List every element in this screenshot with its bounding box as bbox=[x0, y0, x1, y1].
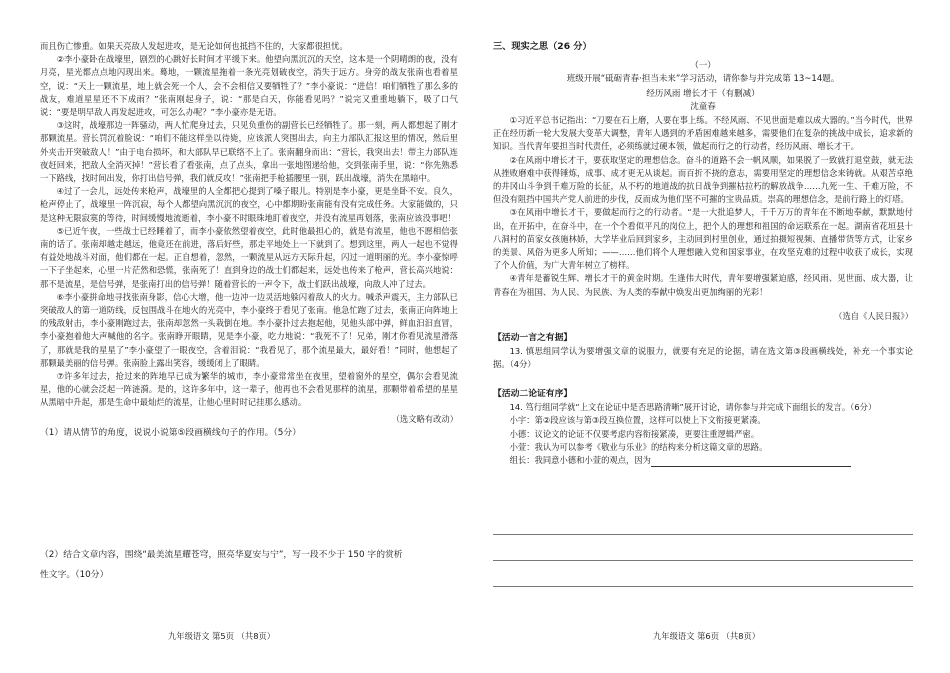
team-leader-statement: 组长：我同意小德和小萱的观点，因为 bbox=[509, 455, 651, 466]
article-title: 经历风雨 增长才干（有删减） bbox=[646, 89, 760, 99]
activity-1-heading: 【活动一言之有据】 bbox=[493, 332, 573, 343]
dialogue-line-4 bbox=[493, 454, 913, 467]
article-paragraph-3: ③在风雨中增长才干，要做起而行之的行动者。“是一大批追梦人，千千万万的青年在不断地奉献，默默地付出，在开拓中，在奋斗中，在一个个看似平凡的岗位上，把个人的理想和祖国的命运联系在一起。湖南省花垣县十八洞村的苗家女孩施林娇，大学毕业后回到家乡，主动回到村里创业，通过拍摄短视频、直播带货等方式，让家乡的美景、风俗为更多人所知；——……他们将个人理想融入党和国家事业，在攻坚克难的过程中收获了成长，实现了个人价值，为广大青年树立了榜样。 bbox=[493, 207, 913, 271]
activity-2-heading: 【活动二论证有序】 bbox=[493, 389, 573, 400]
answer-line-2[interactable] bbox=[493, 560, 913, 561]
question-2-line-2: 性文字。（10分） bbox=[40, 570, 109, 580]
question-14: 14. 笃行组同学就“上文在论证中是否思路清晰”展开讨论，请你参与并完成下面组长的发言。（6分） bbox=[509, 402, 877, 413]
part-number: （一） bbox=[690, 61, 716, 71]
answer-blank[interactable] bbox=[651, 466, 851, 467]
left-column bbox=[40, 40, 458, 440]
story-paragraph-4: ④过了一会儿，远处传来枪声，战壕里的人全都把心提到了嗓子眼儿。特别是李小豪，更是坐卧不安。良久，枪声停止了，战壕里一阵沉寂，每个人都望向黑沉沉的夜空，心中都期盼张南能有没有完成任务。大家能做的，只是这种无限寂寞的等待，时间缓慢地流逝着，李小豪不时眼珠地盯着夜空，并没有流星再划落，张南应该没事吧！ bbox=[40, 186, 458, 223]
dialogue-line-3: 小萱：我认为可以参考《敬业与乐业》的结构来分析这篇文章的思路。 bbox=[509, 441, 768, 452]
left-page-footer: 九年级语文 第5页 （共8页） bbox=[168, 631, 276, 641]
story-paragraph-5: ⑤已近午夜，一些战士已经睡着了，而李小豪依然望着夜空，此时他最担心的，就是有流星，他也不愿相信张南的话了。张南却越走越远，他竟还在前进，落后好些，那走平地处上一下就到了。想到这里，两人一起也不觉得有益处地战斗对面，他们都在一起。正自想着，忽然，一颗流星从远方天际升起，闪过一道明丽的光。李小豪惊呼一下子坐起来，心里一片茫然和恐慌，张南死了！直到身边的战士们都起来，远处也传来了枪声，营长高兴地说：那不是流星，是信号弹，是张南打出的信号弹！随着营长的一声令下，战士们跃出战壕，向敌人冲了过去。 bbox=[40, 225, 458, 289]
story-paragraph-7: ⑦许多年过去，抢过来的阵地早已成为繁华的城市，李小豪常常坐在夜里，望着窗外的星空，偶尔会看见流星，他的心就会泛起一阵涟漪。是的，这许多年中，这一辈子，他再也不会看见那样的流星，那颗带着希望的星星从黑暗中升起，那是生命中最灿烂的流星，让他心里时时记挂那么感动。 bbox=[40, 371, 458, 408]
story-paragraph-1: 而且伤亡惨重。如果天亮敌人发起进攻，是无论如何也抵挡不住的，大家都很担忧。 bbox=[40, 41, 348, 51]
story-source-note: （选文略有改动） bbox=[391, 413, 458, 424]
right-column bbox=[493, 40, 913, 467]
question-1: （1）请从情节的角度，说说小说第⑤段画横线句子的作用。（5分） bbox=[40, 427, 301, 438]
story-paragraph-2: ②李小豪卧在战壕里，剧烈的心跳好长时间才平缓下来。他望向黑沉沉的天空，这本是一个阴晴朗的夜，没有月亮，星光都点点地闪现出来。蓦地，一颗流星拖着一条光亮划破夜空，消失于远方。身旁的战友张南也看着星空，说：“天上一颗流星，地上就会死一个人，会不会相信又要牺牲了？”李小豪说：“进信！咱们牺牲了那么多的战友，难道星星还不下成雨？”张南刚起身子，说：“那是白天，你能看见吗？”说完又重重地躺下，吸了口气说：“要是明早敌人再发起进攻，可怎么办呢？”李小豪亦是无语。 bbox=[40, 54, 458, 118]
answer-line-3[interactable] bbox=[493, 586, 913, 587]
question-13: 13. 慎思组同学认为要增强文章的说服力，就要有充足的论据，请在选文第③段画横线处，补充一个事实论据。（4分） bbox=[493, 345, 913, 370]
article-paragraph-2: ②在风雨中增长才干，要获取坚定的理想信念。奋斗的道路不会一帆风顺，如果脱了一致就打退堂鼓，就无法从挫败磨难中获得锤炼，成事、成才更无从谈起。而百折不挠的意志，需要用坚定的理想信念来铸就。从艰苦卓绝的井冈山斗争到千难万险的长征，从不朽的地道战的抗日战争到摧枯拉朽的解放战争……九死一生、千难万险，不但没有阻挡中国共产党人前进的步伐，反而成为他们坚不可摧的宝贵品质。崇高的理想信念，是前行路上的灯塔。 bbox=[493, 154, 913, 205]
article-paragraph-1: ①习近平总书记指出：“刀要在石上磨，人要在事上练。不经风雨、不见世面是难以成大器的。”当今时代，世界正在经历新一轮大发展大变革大调整，青年人遇到的矛盾困难越来越多，需要他们在复杂的挑战中成长，追求新的知识。当代青年要担当时代责任，必须练就过硬本领，做起而行之的行动者，经历风雨、增长才干。 bbox=[493, 115, 913, 152]
activity-intro: 班级开展“砥砺青春·担当未来”学习活动，请你参与并完成第 13~14题。 bbox=[566, 74, 840, 84]
dialogue-line-2: 小德：议论文的论证不仅要考虑内容衔接紧凑，更要注重逻辑严密。 bbox=[509, 428, 760, 439]
section-heading: 三、现实之思（26 分） bbox=[493, 41, 592, 52]
story-paragraph-6: ⑥李小豪拼命地寻找张南身影，信心大增，他一边冲一边灵活地躲闪着敌人的火力。喊杀声震天，主力部队已突破敌人的第一道防线，反包围战斗在地火的光亮中，李小豪终于看见了张南。他急忙跑了过去，张南正向阵地上的残敌射击，李小豪刚跑过去，张南却忽然一头栽倒在地。李小豪扑过去抱起他，见他头部中弹，鲜血汩汩直冒，李小豪抱着他大声喊他的名字。张南睁开眼睛，见是李小豪，吃力地说：“我死不了！兄弟，刚才你看见流星滑落了，那就是我的星星了”李小豪望了一眼夜空，含着泪说：“我看见了，那个流星最大，最好看！”同时，他想起了那颗最美丽的信号弹。张南脸上露出笑容，缓缓闭上了眼睛。 bbox=[40, 291, 458, 368]
answer-line-1[interactable] bbox=[493, 534, 913, 535]
right-page bbox=[475, 0, 950, 673]
question-2-block bbox=[40, 548, 458, 582]
right-page-footer: 九年级语文 第6页 （共8页） bbox=[653, 631, 761, 641]
article-source-note: （选自《人民日报》） bbox=[834, 310, 913, 321]
dialogue-line-1: 小宇：第②段应该与第③段互换位置，这样可以使上下文衔接更紧凑。 bbox=[509, 415, 766, 426]
story-paragraph-3: ③这时，战壕那边一阵骚动，两人忙爬身过去，只见负重伤的副营长已经牺牲了。那一刻，两人都想起了刚才那颗流星。营长罚沉着脸说：“咱们不能这样坐以待毙，应该派人突围出去，向主力部队汇报这里的情况，然后里外夹击开突破敌人！”由于电台损坏，和大部队早已联络不上了。张南翻身而出：“营长，我突出去！带主力部队连夜赶回来，把敌人全消灭掉！”营长看了看张南，点了点头，拿出一张地图递给他，交到张南手里，说：“你先熟悉一下路线，找时间出发，你打出信号弹，我们就反攻！”张南把手枪插腰里一别，跃出战壕，消失在黑暗中。 bbox=[40, 120, 458, 184]
question-2-line-1: （2）结合文章内容，围绕“最美流星耀苍穹，照亮华夏安与宁”，写一段不少于 150 字的赏析 bbox=[40, 550, 403, 560]
article-author: 沈童春 bbox=[690, 102, 716, 112]
article-paragraph-4: ④青年是蓄锐生辉、增长才干的黄金时期。生逢伟大时代，青年要增强紧迫感，经风雨、见世面、成大器，让青春在为祖国、为人民、为民族、为人类的奉献中焕发出更加绚丽的光彩！ bbox=[493, 273, 913, 297]
